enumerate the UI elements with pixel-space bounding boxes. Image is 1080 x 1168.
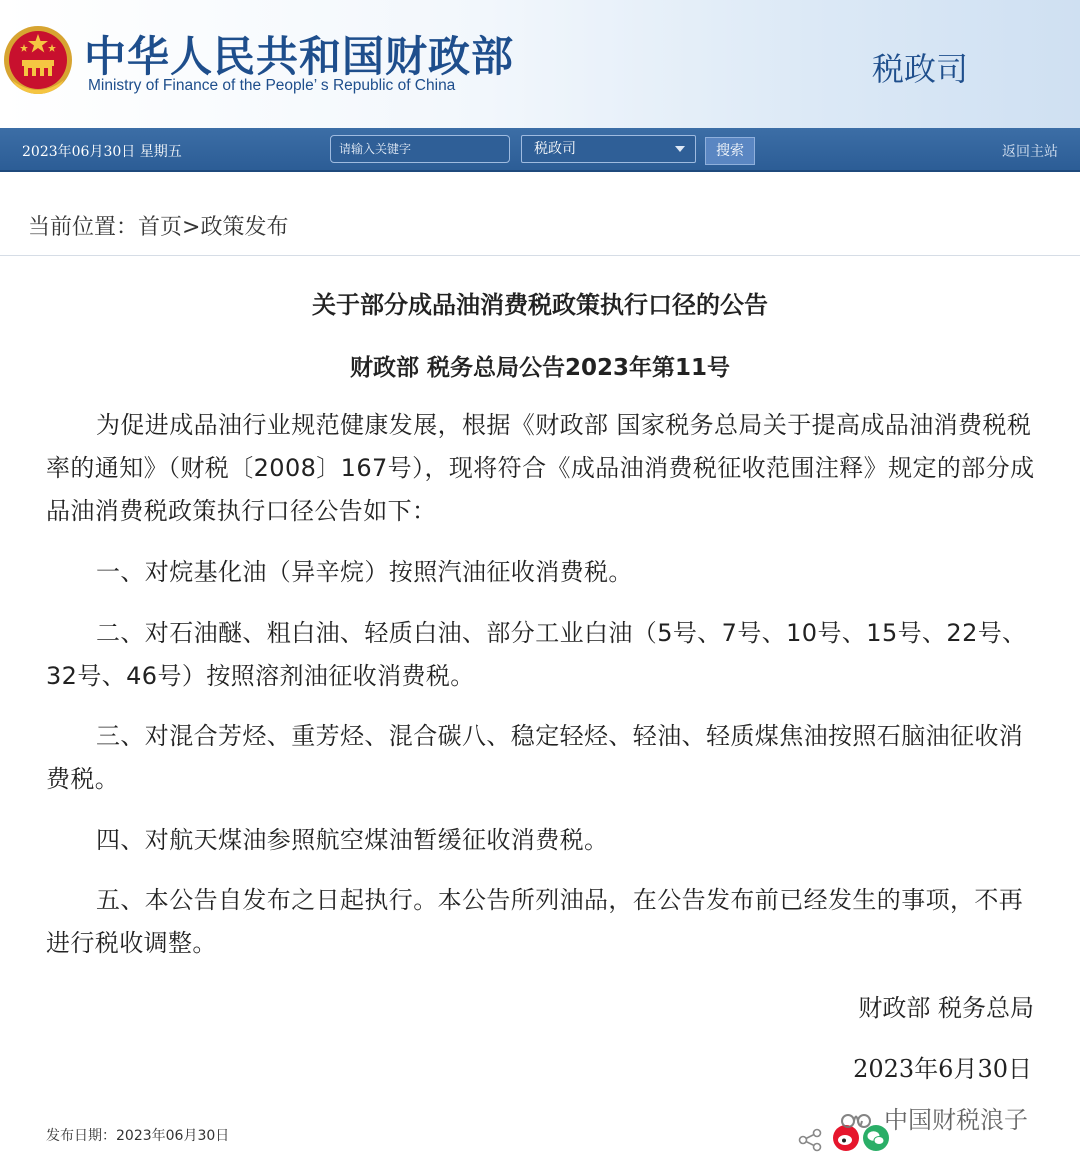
national-emblem-icon	[2, 20, 74, 100]
article-paragraph: 一、对烷基化油（异辛烷）按照汽油征收消费税。	[96, 558, 633, 586]
search-input[interactable]	[330, 135, 510, 163]
article-paragraph: 为促进成品油行业规范健康发展，根据《财政部 国家税务总局关于提高成品油消费税税率的通知》（财税〔2008〕167号），现将符合《成品油消费税征收范围注释》规定的部分成品油消费税政策执行口径公告如下：	[46, 411, 1035, 525]
search-scope-value: 税政司	[534, 141, 576, 157]
search-scope-select[interactable]	[521, 135, 696, 163]
article-paragraph: 五、本公告自发布之日起执行。本公告所列油品，在公告发布前已经发生的事项，不再进行税收调整。	[46, 886, 1024, 957]
signature-organization: 财政部 税务总局	[858, 994, 1034, 1022]
watermark	[838, 1100, 1028, 1135]
breadcrumb-separator: >	[182, 215, 201, 240]
document-number: 财政部 税务总局公告2023年第11号	[349, 355, 731, 381]
share-icon[interactable]	[796, 1126, 824, 1154]
site-header	[0, 0, 1080, 128]
return-home-link[interactable]: 返回主站	[1002, 144, 1058, 160]
search-button[interactable]: 搜索	[705, 137, 755, 165]
department-name: 税政司	[871, 50, 968, 88]
chevron-down-icon	[675, 146, 685, 152]
publish-date: 发布日期：2023年06月30日	[46, 1128, 230, 1144]
ministry-name-en: Ministry of Finance of the People’ s Republic of China	[88, 77, 456, 94]
article-paragraph: 三、对混合芳烃、重芳烃、混合碳八、稳定轻烃、轻油、轻质煤焦油按照石脑油征收消费税。	[46, 722, 1024, 793]
breadcrumb-section-link[interactable]: 政策发布	[200, 215, 289, 240]
signature-date: 2023年6月30日	[853, 1055, 1032, 1083]
ministry-name-cn: 中华人民共和国财政部	[84, 32, 515, 81]
article-paragraph: 二、对石油醚、粗白油、轻质白油、部分工业白油（5号、7号、10号、15号、22号、32号、46号）按照溶剂油征收消费税。	[46, 619, 1027, 690]
breadcrumb	[0, 172, 1080, 256]
current-date: 2023年06月30日 星期五	[22, 144, 182, 160]
nav-bar	[0, 128, 1080, 172]
article-paragraph: 四、对航天煤油参照航空煤油暂缓征收消费税。	[96, 826, 609, 854]
watermark-text: 中国财税浪子	[884, 1106, 1028, 1134]
article-title: 关于部分成品油消费税政策执行口径的公告	[312, 291, 768, 319]
wechat-channel-icon	[838, 1108, 878, 1134]
breadcrumb-home-link[interactable]: 首页	[138, 215, 183, 240]
breadcrumb-prefix: 当前位置：	[28, 215, 139, 240]
